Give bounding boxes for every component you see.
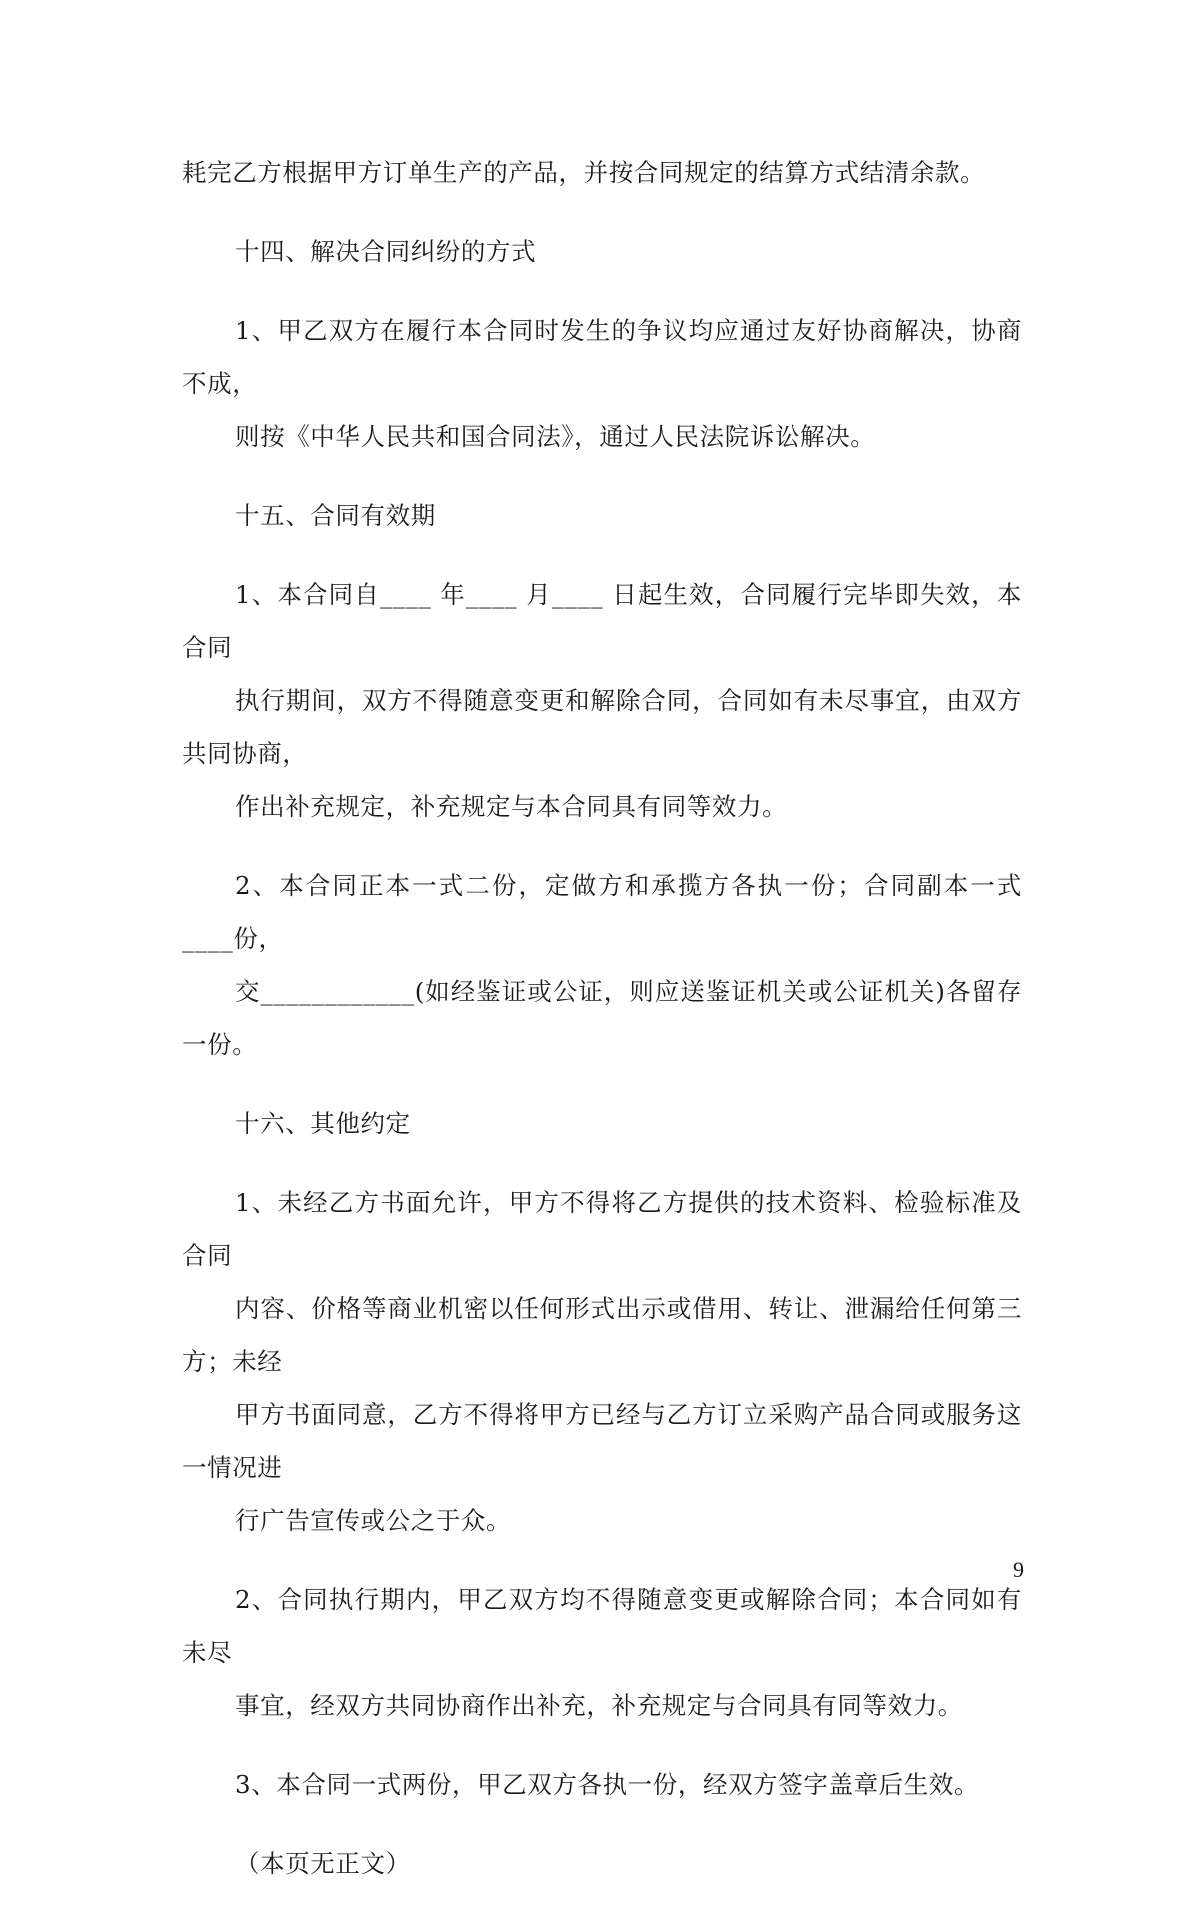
paragraph-line: 3、本合同一式两份，甲乙双方各执一份，经双方签字盖章后生效。 (235, 1770, 980, 1799)
paragraph (182, 1573, 1022, 1732)
paragraph-line: （本页无正文） (235, 1849, 411, 1878)
paragraph-line: 耗完乙方根据甲方订单生产的产品，并按合同规定的结算方式结清余款。 (182, 158, 986, 187)
paragraph-line: 1、本合同自____ 年____ 月____ 日起生效，合同履行完毕即失效，本合同 (182, 580, 1022, 662)
paragraph (182, 304, 1022, 463)
document-body (182, 146, 1022, 1916)
paragraph-line: 十四、解决合同纠纷的方式 (235, 237, 537, 266)
paragraph (182, 1758, 1022, 1811)
paragraph-line: 事宜，经双方共同协商作出补充，补充规定与合同具有同等效力。 (235, 1691, 963, 1720)
paragraph-line: 十六、其他约定 (235, 1109, 411, 1138)
paragraph (182, 859, 1022, 1071)
paragraph-line: 交____________(如经鉴证或公证，则应送鉴证机关或公证机关)各留存一份。 (182, 977, 1022, 1059)
page-number: 9 (1013, 1557, 1024, 1582)
paragraph (182, 225, 1022, 278)
paragraph-line: 2、本合同正本一式二份，定做方和承揽方各执一份；合同副本一式____份， (182, 871, 1022, 953)
paragraph (182, 1837, 1022, 1890)
paragraph (182, 568, 1022, 833)
paragraph-line: 作出补充规定，补充规定与本合同具有同等效力。 (235, 792, 788, 821)
paragraph (182, 146, 1022, 199)
paragraph-line: 1、甲乙双方在履行本合同时发生的争议均应通过友好协商解决，协商不成， (182, 316, 1022, 398)
paragraph (182, 489, 1022, 542)
paragraph-line: 2、合同执行期内，甲乙双方均不得随意变更或解除合同；本合同如有未尽 (182, 1585, 1022, 1667)
paragraph-line: 行广告宣传或公之于众。 (235, 1506, 512, 1535)
paragraph (182, 1097, 1022, 1150)
paragraph-line: 内容、价格等商业机密以任何形式出示或借用、转让、泄漏给任何第三方；未经 (182, 1294, 1022, 1376)
paragraph-line: 执行期间，双方不得随意变更和解除合同，合同如有未尽事宜，由双方共同协商， (182, 686, 1022, 768)
paragraph-line: 1、未经乙方书面允许，甲方不得将乙方提供的技术资料、检验标准及合同 (182, 1188, 1022, 1270)
paragraph-line: 则按《中华人民共和国合同法》，通过人民法院诉讼解决。 (235, 422, 876, 451)
paragraph-line: 十五、合同有效期 (235, 501, 436, 530)
paragraph (182, 1176, 1022, 1547)
paragraph-line: 甲方书面同意，乙方不得将甲方已经与乙方订立采购产品合同或服务这一情况进 (182, 1400, 1022, 1482)
